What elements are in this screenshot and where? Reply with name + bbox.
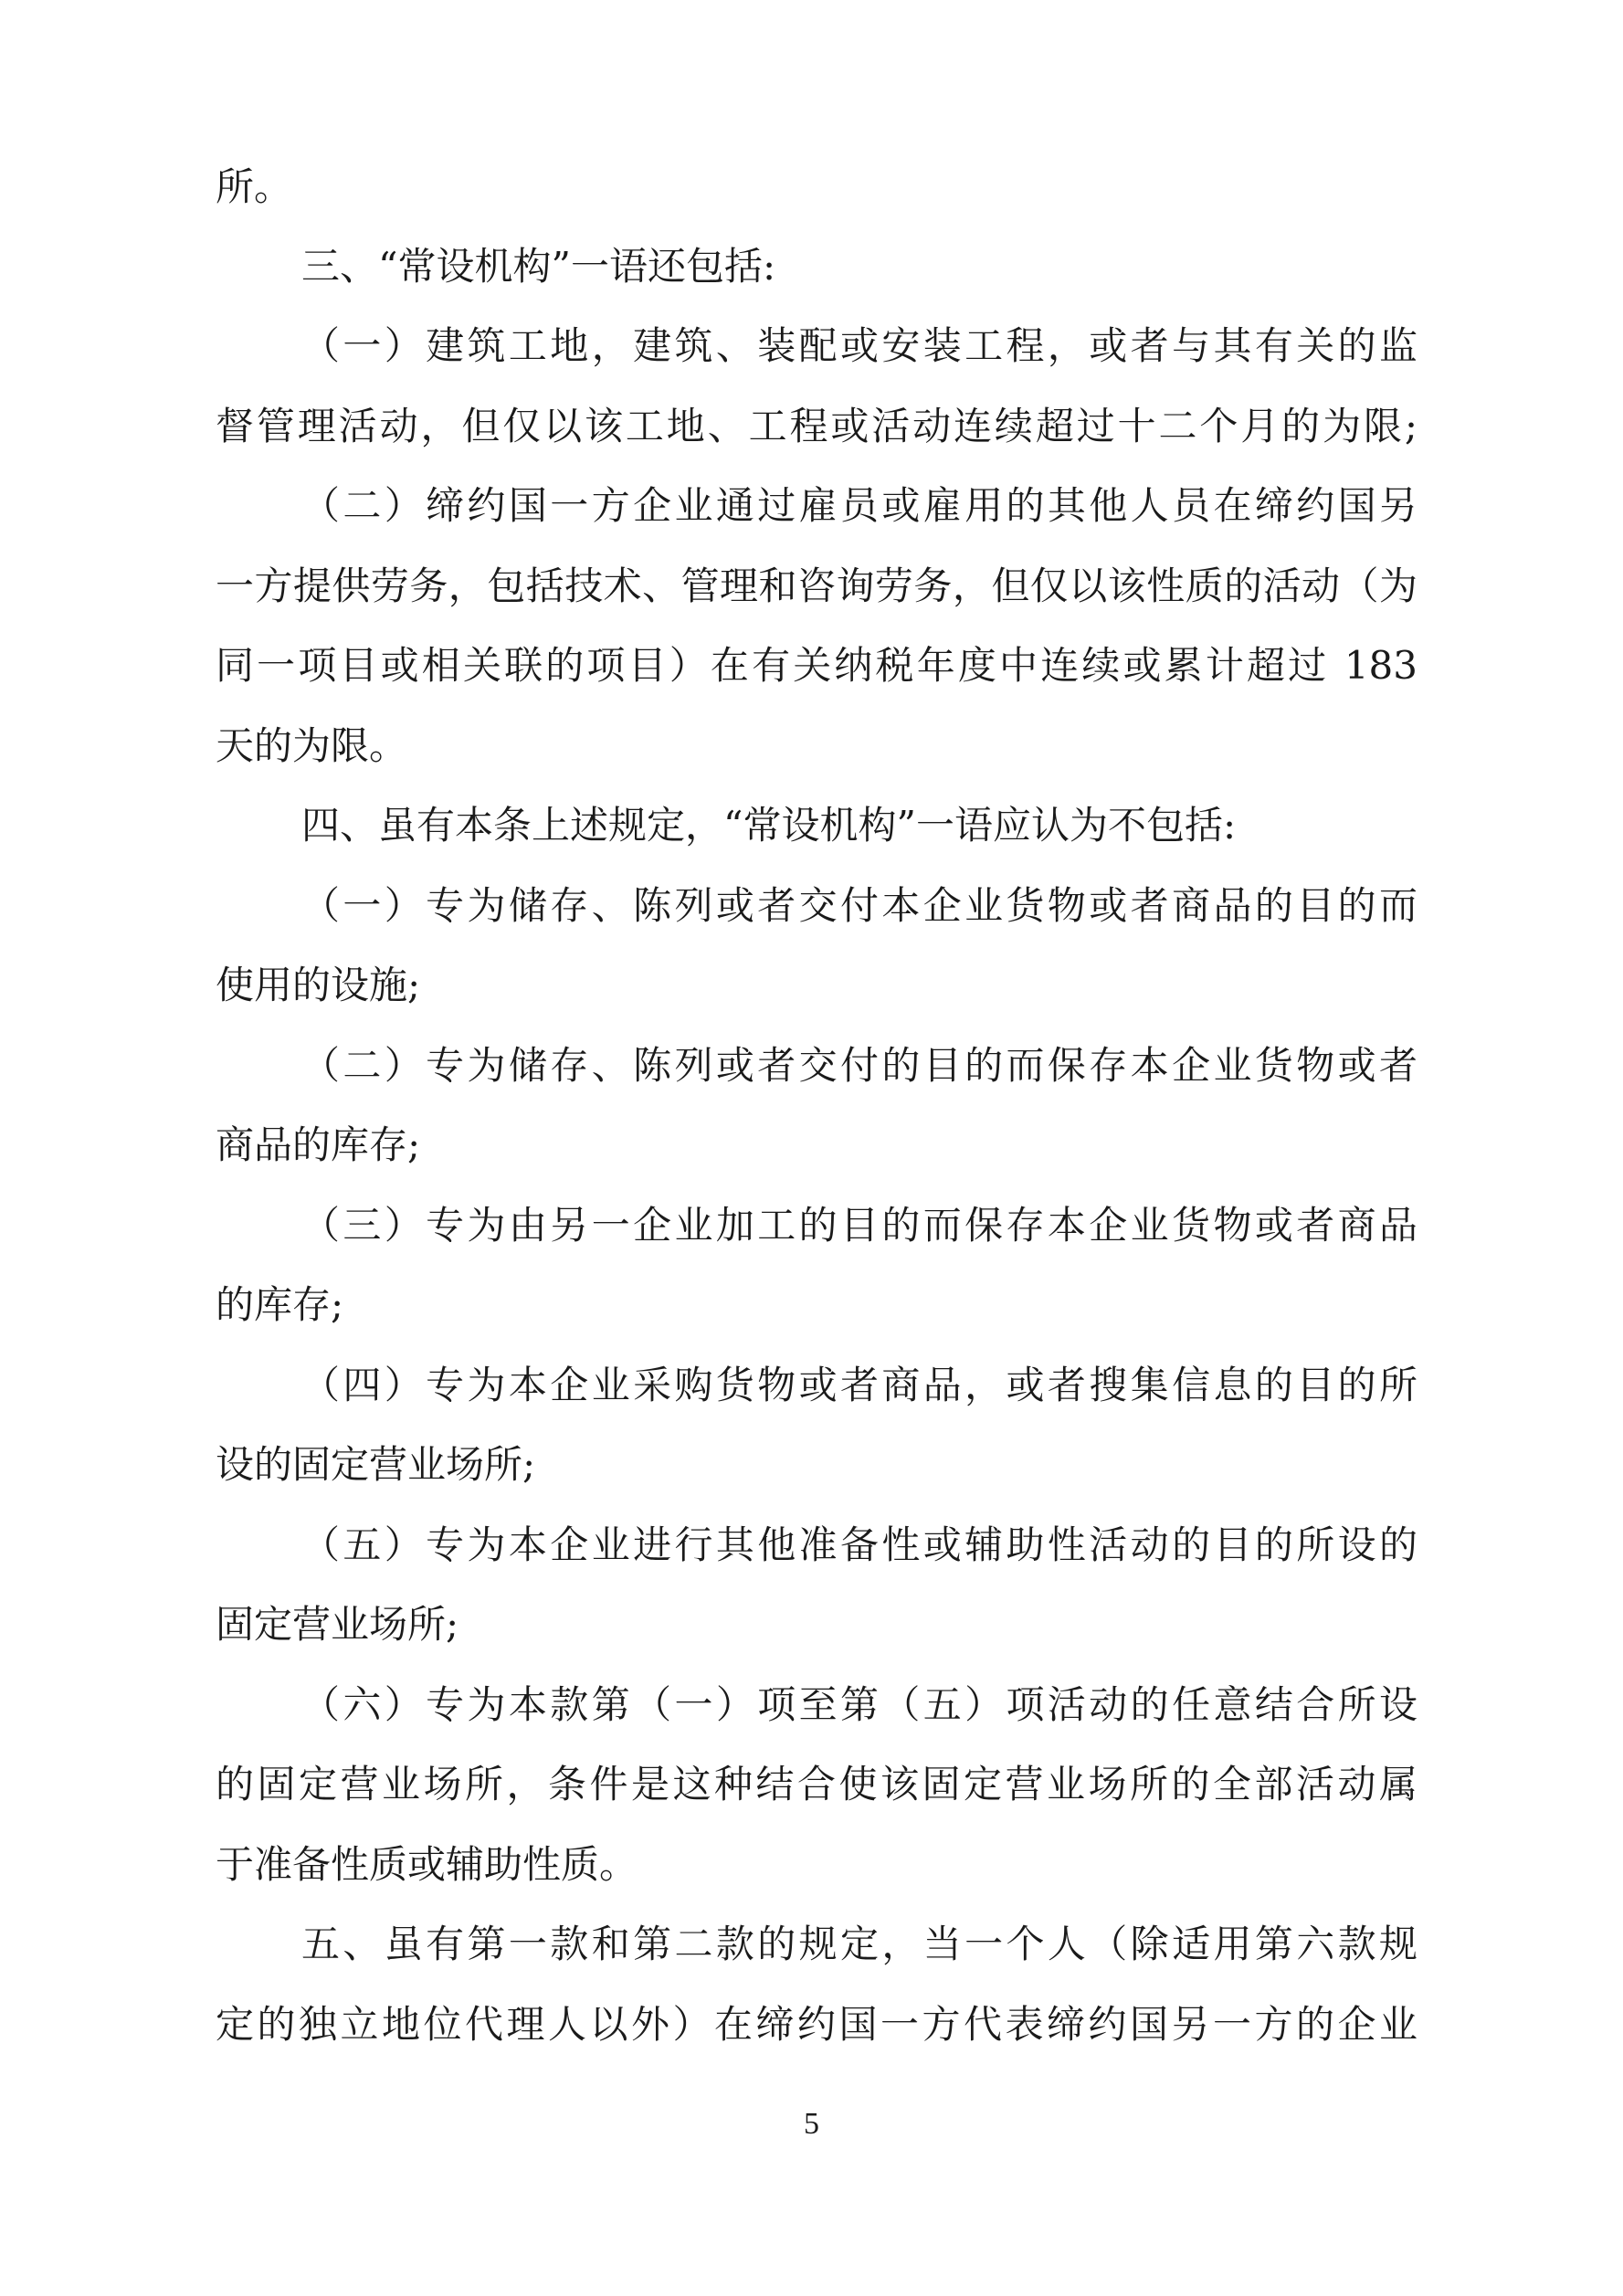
text-line: 的固定营业场所，条件是这种结合使该固定营业场所的全部活动属 <box>216 1762 1417 1806</box>
text-line: 三、“常设机构”一语还包括: <box>301 244 776 289</box>
text-line: （一）建筑工地，建筑、装配或安装工程，或者与其有关的监 <box>301 323 1417 368</box>
text-line: （二）专为储存、陈列或者交付的目的而保存本企业货物或者 <box>301 1043 1417 1088</box>
text-line: 所。 <box>216 164 293 209</box>
text-line: 督管理活动，但仅以该工地、工程或活动连续超过十二个月的为限; <box>216 404 1417 448</box>
page-number: 5 <box>804 2107 819 2141</box>
text-line: 商品的库存; <box>216 1122 421 1167</box>
text-line: （三）专为由另一企业加工的目的而保存本企业货物或者商品 <box>301 1203 1417 1248</box>
text-line: （五）专为本企业进行其他准备性或辅助性活动的目的所设的 <box>301 1522 1417 1567</box>
text-line: （一）专为储存、陈列或者交付本企业货物或者商品的目的而 <box>301 883 1417 928</box>
text-line: 设的固定营业场所; <box>216 1442 536 1487</box>
text-line: 的库存; <box>216 1282 344 1327</box>
text-line: （四）专为本企业采购货物或者商品，或者搜集信息的目的所 <box>301 1363 1417 1407</box>
text-line: （六）专为本款第（一）项至第（五）项活动的任意结合所设 <box>301 1682 1417 1727</box>
text-line: 一方提供劳务，包括技术、管理和咨询劳务，但仅以该性质的活动（为 <box>216 563 1417 608</box>
text-line: 使用的设施; <box>216 963 421 1007</box>
text-line: 于准备性质或辅助性质。 <box>216 1842 638 1887</box>
text-line: 五、虽有第一款和第二款的规定，当一个人（除适用第六款规 <box>301 1922 1417 1966</box>
text-line: 天的为限。 <box>216 723 408 768</box>
text-line: 四、虽有本条上述规定，“常设机构”一语应认为不包括: <box>301 803 1237 848</box>
text-line: 定的独立地位代理人以外）在缔约国一方代表缔约国另一方的企业 <box>216 2002 1417 2047</box>
text-line: 同一项目或相关联的项目）在有关纳税年度中连续或累计超过 183 <box>216 643 1417 688</box>
text-line: 固定营业场所; <box>216 1602 459 1647</box>
text-line: （二）缔约国一方企业通过雇员或雇用的其他人员在缔约国另 <box>301 483 1417 528</box>
